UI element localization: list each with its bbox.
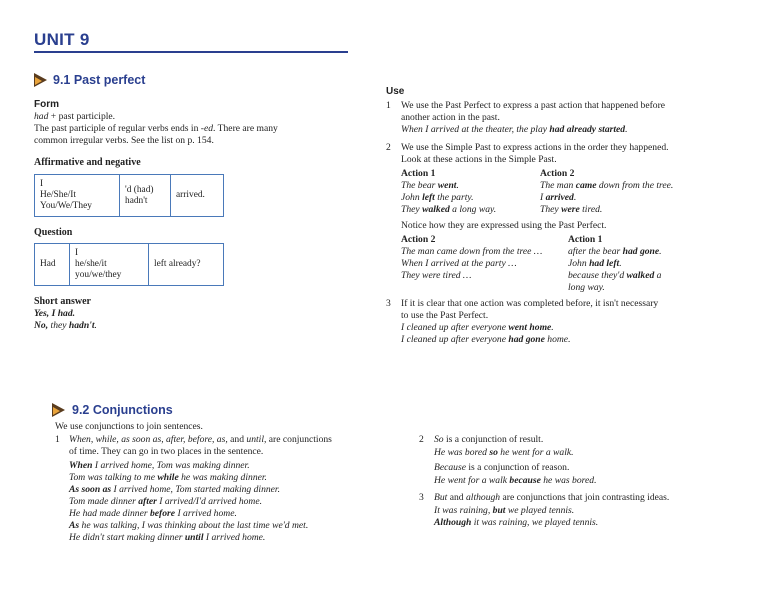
c3e2b: it was raining, we played tennis.	[471, 517, 599, 528]
ce6b: He didn't start making dinner	[69, 532, 185, 543]
notice-line: Notice how they are expressed using the Past Perfect.	[401, 220, 607, 231]
c3l1a: But	[434, 492, 448, 503]
b1r1b: had left	[589, 258, 620, 269]
c3l1c: although	[465, 492, 501, 503]
short-no-b: they	[48, 320, 69, 331]
pp-action-2-row: They were tired …	[401, 270, 472, 281]
short-no-c: hadn't	[68, 320, 95, 331]
conj-example	[69, 472, 267, 484]
ce1c: while	[157, 472, 179, 483]
conj-intro: We use conjunctions to join sentences.	[55, 421, 203, 432]
c1l1p2: until	[246, 434, 264, 445]
short-no-a: No,	[34, 320, 49, 331]
conj-item-2-line-2	[434, 462, 569, 474]
unit-rule	[34, 51, 348, 53]
c3e1a: It was raining,	[434, 505, 493, 516]
q-subject-he-she-it: he/she/it	[75, 259, 107, 269]
unit-title: UNIT 9	[34, 30, 90, 49]
question-had: Had	[35, 244, 70, 286]
ce4d: I arrived home.	[175, 508, 237, 519]
use-item-2-line-2: Look at these actions in the Simple Past.	[401, 154, 557, 165]
ce1d: he was making dinner.	[178, 472, 267, 483]
c3l1b: and	[447, 492, 466, 503]
a2r0b: came	[575, 180, 597, 191]
u3e1d: went home	[508, 322, 552, 333]
pp-action-1-heading: Action 1	[568, 234, 603, 245]
ce3c: after	[138, 496, 157, 507]
c2l1a: So	[434, 434, 444, 445]
ce5a: As	[69, 520, 80, 531]
action-1-heading: Action 1	[401, 168, 436, 179]
use-item-3-example-2	[401, 334, 570, 346]
use-item-1-line-2: another action in the past.	[401, 112, 500, 123]
c2e1a: He was bored	[434, 447, 490, 458]
c2l2b: is a conjunction of reason.	[465, 462, 570, 473]
question-heading: Question	[34, 227, 73, 238]
affirmative-heading: Affirmative and negative	[34, 157, 141, 168]
u3e2e: home.	[544, 334, 571, 345]
conj-item-1-line-1	[69, 434, 332, 446]
use-heading: Use	[386, 86, 405, 97]
a2r1a: I	[540, 192, 546, 203]
conj-item-2-line-1	[434, 434, 543, 446]
q-subject-you-we-they: you/we/they	[75, 270, 122, 280]
u3e1e: .	[551, 322, 554, 333]
aux-hadnt: hadn't	[125, 195, 148, 206]
use-item-3-example-1	[401, 322, 554, 334]
u3e1b: after	[450, 322, 469, 333]
conj-example	[69, 484, 280, 496]
use-item-1-example	[401, 124, 628, 136]
form-had: had	[34, 111, 49, 122]
conj-example	[69, 520, 308, 532]
b1r0a: after the bear	[568, 246, 623, 257]
c3l1d: are conjunctions that join contrasting ideas.	[500, 492, 670, 503]
form-line-2a: The past participle of regular verbs ends in	[34, 123, 201, 134]
form-line-1	[34, 111, 115, 123]
a1r1c: the party.	[434, 192, 474, 203]
c2e2a: He went for a walk	[434, 475, 510, 486]
action-1-row	[401, 192, 474, 204]
c2l1b: is a conjunction of result.	[443, 434, 544, 445]
u1-ex-b: had already started	[549, 124, 626, 135]
affirmative-auxiliary	[120, 175, 171, 217]
ce2b: I arrived home, Tom started making dinner.	[111, 484, 280, 495]
conj-item-3-num: 3	[419, 492, 424, 503]
a1r2c: a long way.	[449, 204, 497, 215]
ce5b: he was talking, I was thinking about the last time we'd met.	[79, 520, 309, 531]
conj-example	[69, 508, 237, 520]
pp-action-1-row	[568, 270, 661, 282]
section-arrow-highlight-icon	[53, 407, 60, 415]
conj-example	[69, 496, 262, 508]
c3e2a: Although	[434, 517, 472, 528]
use-item-3-line-1: If it is clear that one action was completed before, it isn't necessary	[401, 298, 659, 309]
short-answer-yes: Yes, I had.	[34, 308, 76, 319]
section-9-2-title: 9.2 Conjunctions	[72, 403, 173, 417]
conj-example	[69, 532, 265, 544]
ce0b: I arrived home, Tom was making dinner.	[92, 460, 250, 471]
a2r0a: The man	[540, 180, 576, 191]
conj-item-3-example-1	[434, 505, 574, 517]
u3e2c: everyone	[468, 334, 509, 345]
action-2-row	[540, 192, 576, 204]
affirmative-table	[34, 174, 224, 217]
ce3b: Tom made dinner	[69, 496, 139, 507]
c2e1b: so	[489, 447, 498, 458]
b1r2c: a	[654, 270, 662, 281]
a1r2a: They	[401, 204, 423, 215]
a1r1b: left	[422, 192, 435, 203]
short-answer-no	[34, 320, 97, 332]
aux-had: 'd (had)	[125, 184, 154, 195]
a2r1c: .	[573, 192, 577, 203]
use-item-3-num: 3	[386, 298, 391, 309]
form-heading: Form	[34, 99, 59, 110]
action-2-row	[540, 204, 602, 216]
b1r1c: .	[619, 258, 622, 269]
pp-action-2-heading: Action 2	[401, 234, 436, 245]
a1r0c: .	[456, 180, 459, 191]
use-item-2-line-1: We use the Simple Past to express actions in the order they happened.	[401, 142, 669, 153]
action-1-row	[401, 180, 459, 192]
b1r0b: had gone	[622, 246, 660, 257]
section-arrow-highlight-icon	[35, 77, 42, 85]
c3e1c: we played tennis.	[505, 505, 575, 516]
question-subjects	[70, 244, 149, 286]
a2r1b: arrived	[545, 192, 574, 203]
c2e1c: he went for a walk.	[497, 447, 574, 458]
conj-item-1-num: 1	[55, 434, 60, 445]
use-item-1-line-1: We use the Past Perfect to express a past action that happened before	[401, 100, 666, 111]
conj-example	[69, 460, 250, 472]
conj-item-1-line-2: of time. They can go in two places in the sentence.	[69, 446, 264, 457]
use-item-3-line-2: to use the Past Perfect.	[401, 310, 489, 321]
subject-he-she-it: He/She/It	[40, 190, 76, 200]
c1l1p0: When, while, as soon as, after, before, as,	[69, 434, 228, 445]
ce3d: I arrived/I'd arrived home.	[156, 496, 263, 507]
a1r0a: The bear	[401, 180, 438, 191]
form-line-2	[34, 123, 278, 135]
a2r2a: They	[540, 204, 562, 215]
pp-action-1-row	[568, 246, 662, 258]
a2r2b: were	[561, 204, 580, 215]
c1l1p1: and	[227, 434, 247, 445]
action-1-row	[401, 204, 496, 216]
question-table	[34, 243, 224, 286]
c2e2c: he was bored.	[540, 475, 597, 486]
subject-i: I	[40, 179, 44, 189]
ce2a: As soon as	[69, 484, 112, 495]
pp-action-2-row: The man came down from the tree …	[401, 246, 543, 257]
action-2-heading: Action 2	[540, 168, 575, 179]
ce6d: I arrived home.	[203, 532, 266, 543]
affirmative-verb: arrived.	[171, 175, 224, 217]
b1r1a: John	[568, 258, 590, 269]
c2l2a: Because	[434, 462, 466, 473]
short-answer-heading: Short answer	[34, 296, 91, 307]
c2e2b: because	[509, 475, 541, 486]
question-verb: left already?	[149, 244, 224, 286]
u3e1c: everyone	[468, 322, 509, 333]
pp-action-2-row: When I arrived at the party …	[401, 258, 517, 269]
ce0a: When	[69, 460, 93, 471]
b1r2a: because they'd	[568, 270, 627, 281]
c1l1p3: , are conjunctions	[263, 434, 332, 445]
pp-action-1-row: long way.	[568, 282, 605, 293]
affirmative-subjects	[35, 175, 120, 217]
action-2-row	[540, 180, 673, 192]
a1r2b: walked	[422, 204, 450, 215]
ce4c: before	[150, 508, 176, 519]
b1r2b: walked	[626, 270, 655, 281]
u3e2d: had gone	[508, 334, 545, 345]
use-item-1-num: 1	[386, 100, 391, 111]
form-line-1-rest: + past participle.	[48, 111, 116, 122]
use-item-2-num: 2	[386, 142, 391, 153]
short-no-d: .	[94, 320, 97, 331]
form-line-3: common irregular verbs. See the list on p. 154.	[34, 135, 214, 146]
u3e2a: I cleaned up	[401, 334, 451, 345]
conj-item-2-num: 2	[419, 434, 424, 445]
q-subject-i: I	[75, 248, 79, 258]
form-line-2-ed: -ed	[200, 123, 214, 134]
u3e1a: I cleaned up	[401, 322, 451, 333]
u3e2b: after	[450, 334, 469, 345]
u1-ex-c: .	[625, 124, 628, 135]
ce4b: He had made dinner	[69, 508, 150, 519]
a2r2c: tired.	[579, 204, 603, 215]
conj-item-3-example-2	[434, 517, 598, 529]
b1r0c: .	[659, 246, 662, 257]
conj-item-3-line-1	[434, 492, 669, 504]
a2r0c: down from the tree.	[596, 180, 674, 191]
c3e1b: but	[492, 505, 506, 516]
ce1b: Tom was talking to me	[69, 472, 158, 483]
conj-item-2-example-2	[434, 475, 596, 487]
u1-ex-a: When I arrived at the theater, the play	[401, 124, 550, 135]
a1r1a: John	[401, 192, 423, 203]
a1r0b: went	[437, 180, 457, 191]
subject-you-we-they: You/We/They	[40, 201, 92, 211]
form-line-2b: . There are many	[213, 123, 278, 134]
conj-item-2-example-1	[434, 447, 574, 459]
section-9-1-title: 9.1 Past perfect	[53, 73, 146, 87]
ce6c: until	[184, 532, 204, 543]
pp-action-1-row	[568, 258, 622, 270]
